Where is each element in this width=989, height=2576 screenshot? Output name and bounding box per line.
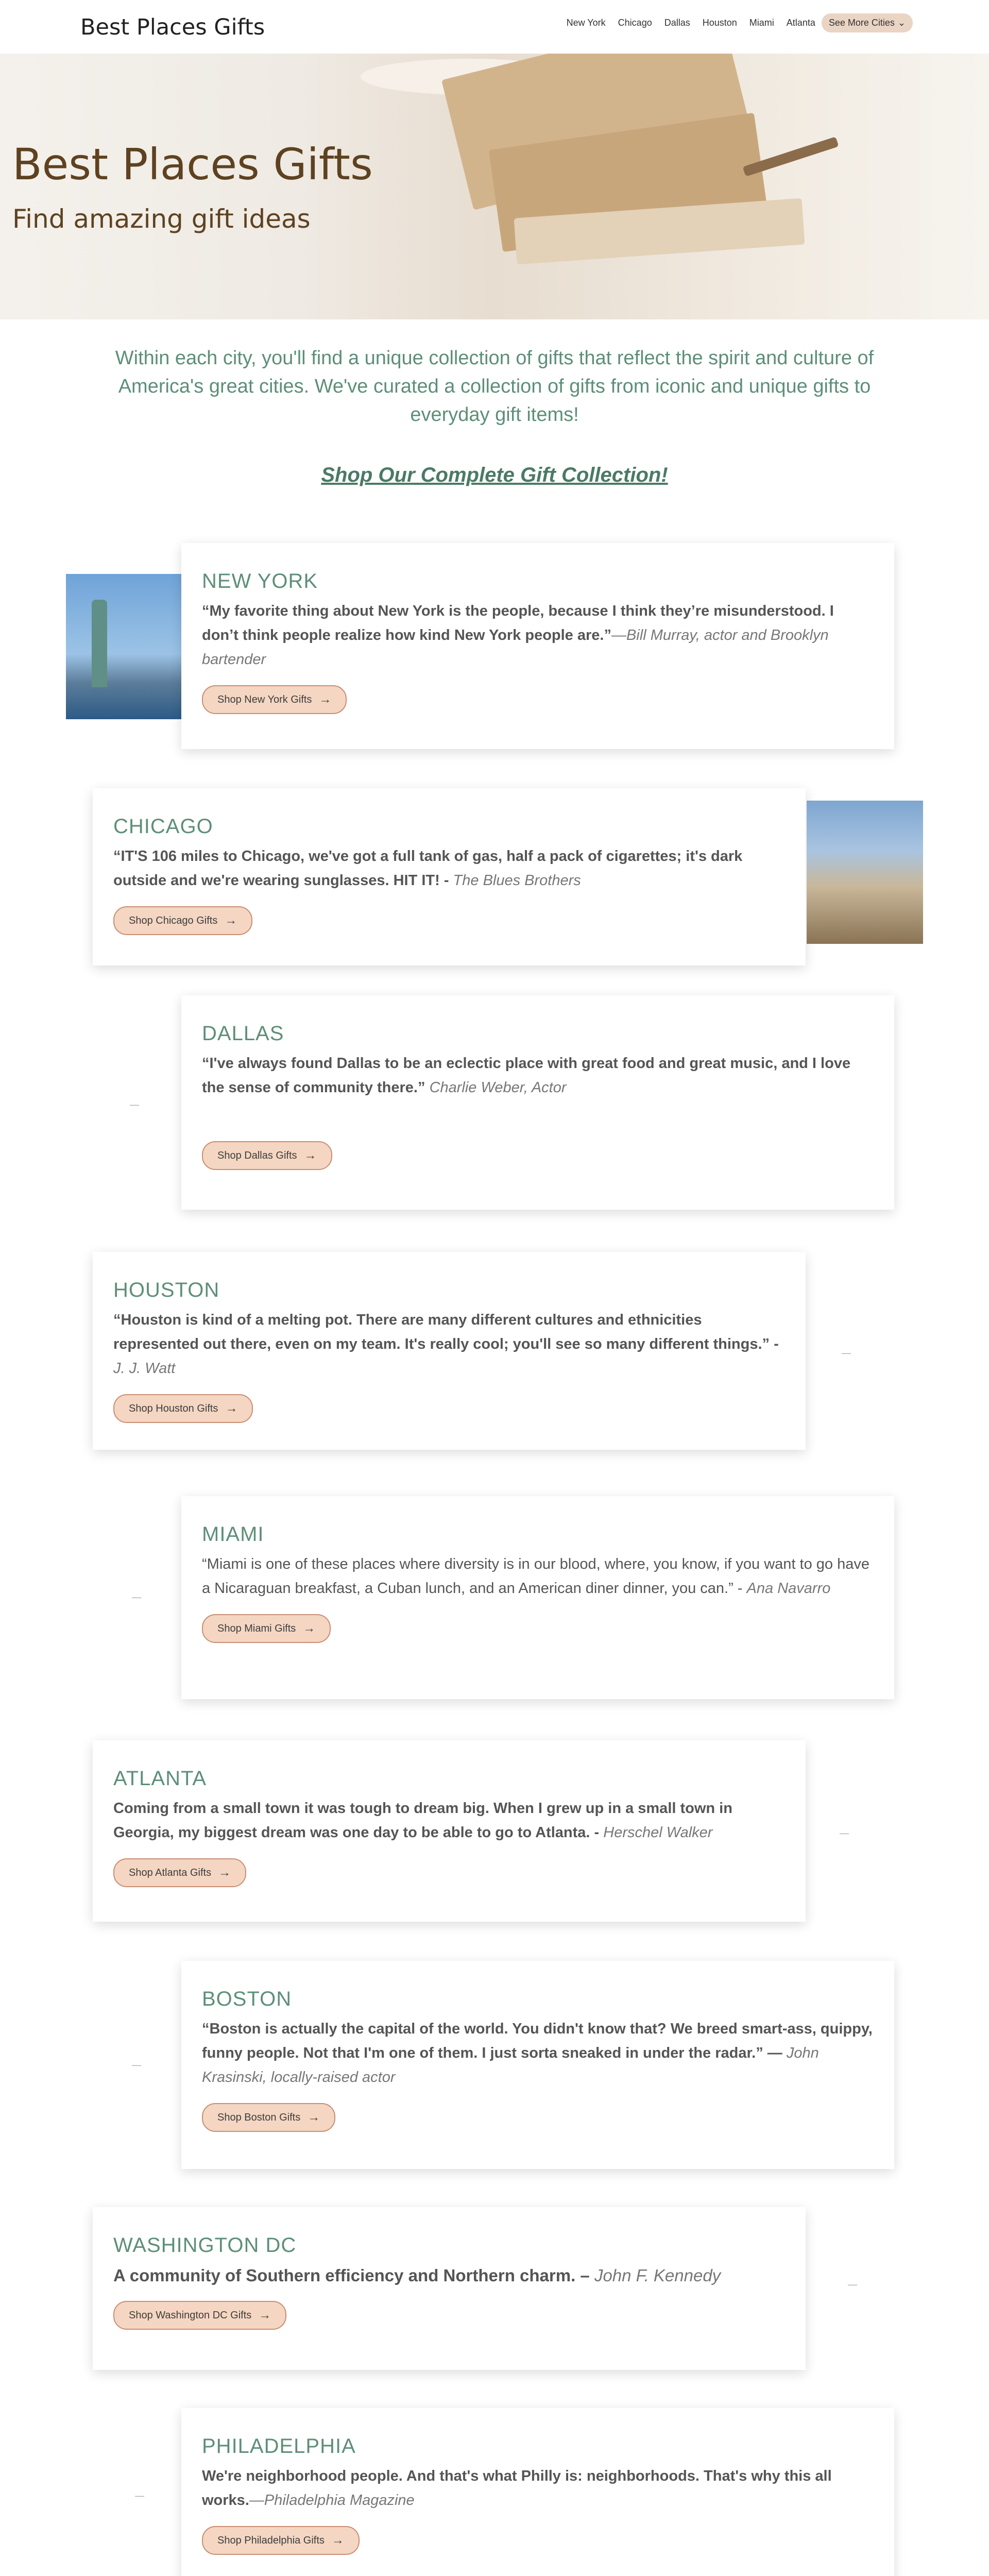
quote-text: We're neighborhood people. And that's what Philly is: neighborhoods. That's why this all works.	[202, 2468, 832, 2509]
button-label: Shop Washington DC Gifts	[129, 2309, 252, 2321]
shop-philadelphia-button[interactable]	[202, 2526, 360, 2555]
city-title: PHILADELPHIA	[202, 2435, 356, 2458]
nav-new-york[interactable]: New York	[566, 18, 606, 28]
main-nav	[560, 13, 913, 32]
city-title: DALLAS	[202, 1022, 284, 1045]
quote-author: The Blues Brothers	[453, 872, 581, 889]
arrow-right-icon: →	[319, 692, 332, 706]
image-placeholder-icon: —	[135, 2490, 144, 2501]
quote-text: A community of Southern efficiency and Northern charm. –	[113, 2266, 590, 2285]
city-card-philadelphia	[181, 2408, 894, 2576]
arrow-right-icon: →	[303, 1621, 316, 1635]
shop-houston-button[interactable]	[113, 1394, 253, 1423]
nav-dallas[interactable]: Dallas	[664, 18, 690, 28]
shop-dallas-button[interactable]	[202, 1141, 332, 1170]
nav-atlanta[interactable]: Atlanta	[786, 18, 815, 28]
quote-author: John F. Kennedy	[594, 2266, 721, 2285]
city-title: ATLANTA	[113, 1767, 207, 1790]
image-placeholder-icon: —	[132, 2060, 141, 2070]
intro-text: Within each city, you'll find a unique collection of gifts that reflect the spirit and culture of America's great cities. We've curated a collection of gifts from iconic and unique gifts to everyday gift items!	[115, 347, 874, 426]
site-logo[interactable]: Best Places Gifts	[80, 14, 265, 40]
quote-text: “My favorite thing about New York is the people, because I think they’re misunderstood. I don’t think people realize how kind New York people are.”	[202, 603, 834, 643]
image-placeholder-icon: —	[130, 1099, 139, 1110]
city-title: BOSTON	[202, 1988, 292, 2010]
city-card-washington-dc	[93, 2207, 806, 2370]
quote-author: Ana Navarro	[746, 1580, 831, 1597]
city-quote	[113, 1797, 785, 1845]
quote-author: —Philadelphia Magazine	[249, 2492, 415, 2509]
nav-miami[interactable]: Miami	[749, 18, 774, 28]
hero-subtitle: Find amazing gift ideas	[12, 204, 311, 234]
quote-author: Charlie Weber, Actor	[429, 1079, 567, 1096]
image-placeholder-icon: —	[840, 1828, 849, 1838]
city-card-dallas	[181, 995, 894, 1210]
statue-of-liberty-shape	[92, 600, 107, 687]
image-placeholder-icon: —	[842, 1348, 851, 1358]
city-title: CHICAGO	[113, 815, 213, 838]
quote-text: Coming from a small town it was tough to dream big. When I grew up in a small town in Georgia, my biggest dream was one day to be able to go to Atlanta. -	[113, 1800, 732, 1841]
arrow-right-icon: →	[304, 1148, 317, 1162]
arrow-right-icon: →	[259, 2308, 271, 2322]
quote-text: “Houston is kind of a melting pot. There are many different cultures and ethnicities represented out there, even on my team. It's really cool; you'll see so many different things.” -	[113, 1312, 779, 1352]
button-label: Shop Chicago Gifts	[129, 914, 218, 926]
image-placeholder-icon: —	[848, 2279, 857, 2290]
site-header	[0, 0, 989, 54]
hero-banner	[0, 54, 989, 319]
button-label: Shop Miami Gifts	[217, 1622, 296, 1634]
button-label: Shop Houston Gifts	[129, 1402, 218, 1414]
arrow-right-icon: →	[225, 913, 237, 927]
city-quote	[113, 844, 785, 893]
city-title: WASHINGTON DC	[113, 2234, 297, 2257]
chicago-image	[807, 801, 923, 944]
arrow-right-icon: →	[218, 1866, 231, 1879]
city-quote	[202, 2464, 874, 2513]
button-label: Shop Atlanta Gifts	[129, 1867, 212, 1878]
quote-text: “Miami is one of these places where diversity is in our blood, where, you know, if you want to go have a Nicaraguan breakfast, a Cuban lunch, and an American diner dinner, you can.” -	[202, 1556, 869, 1597]
see-more-label: See More Cities	[828, 18, 895, 28]
quote-text: “Boston is actually the capital of the world. You didn't know that? We breed smart-ass, quippy, funny people. Not that I'm one of them. I just sorta sneaked in under the radar.” —	[202, 2021, 873, 2061]
arrow-right-icon: →	[308, 2110, 320, 2124]
new-york-image	[66, 574, 181, 719]
shop-complete-collection-link[interactable]: Shop Our Complete Gift Collection!	[321, 464, 668, 486]
city-card-boston	[181, 1961, 894, 2169]
shop-chicago-button[interactable]	[113, 906, 252, 935]
see-more-cities-dropdown[interactable]	[822, 13, 913, 32]
city-card-houston	[93, 1252, 806, 1450]
arrow-right-icon: →	[225, 1401, 238, 1415]
quote-text: “IT'S 106 miles to Chicago, we've got a full tank of gas, half a pack of cigarettes; it's dark outside and we're wearing sunglasses. HIT IT! -	[113, 848, 743, 889]
nav-chicago[interactable]: Chicago	[618, 18, 652, 28]
quote-author: John Krasinski, locally-raised actor	[202, 2045, 819, 2086]
quote-text: “I've always found Dallas to be an eclectic place with great food and great music, and I love the sense of community there.”	[202, 1055, 851, 1096]
quote-author: —Bill Murray, actor and Brooklyn bartender	[202, 627, 829, 668]
shop-boston-button[interactable]	[202, 2103, 335, 2132]
button-label: Shop Boston Gifts	[217, 2111, 301, 2123]
city-quote	[202, 599, 874, 672]
nav-houston[interactable]: Houston	[702, 18, 737, 28]
quote-author: Herschel Walker	[603, 1824, 713, 1841]
city-quote	[202, 2017, 874, 2090]
quote-author: J. J. Watt	[113, 1360, 176, 1377]
city-title: NEW YORK	[202, 570, 318, 592]
city-quote	[113, 2263, 785, 2287]
city-quote	[113, 1308, 785, 1381]
city-card-chicago	[93, 788, 806, 965]
city-quote	[202, 1552, 874, 1601]
image-placeholder-icon: —	[132, 1592, 141, 1602]
shop-new-york-button[interactable]	[202, 685, 347, 714]
shop-miami-button[interactable]	[202, 1614, 331, 1643]
chevron-down-icon: ⌄	[897, 18, 906, 28]
button-label: Shop New York Gifts	[217, 693, 312, 705]
shop-washington-dc-button[interactable]	[113, 2301, 286, 2330]
shop-atlanta-button[interactable]	[113, 1858, 246, 1887]
city-quote	[202, 1052, 874, 1100]
arrow-right-icon: →	[331, 2533, 344, 2547]
button-label: Shop Dallas Gifts	[217, 1149, 297, 1161]
button-label: Shop Philadelphia Gifts	[217, 2534, 325, 2546]
city-card-new-york	[181, 543, 894, 749]
city-title: HOUSTON	[113, 1279, 220, 1301]
city-card-miami	[181, 1496, 894, 1699]
hero-title: Best Places Gifts	[12, 139, 373, 190]
city-card-atlanta	[93, 1740, 806, 1922]
city-title: MIAMI	[202, 1523, 264, 1546]
